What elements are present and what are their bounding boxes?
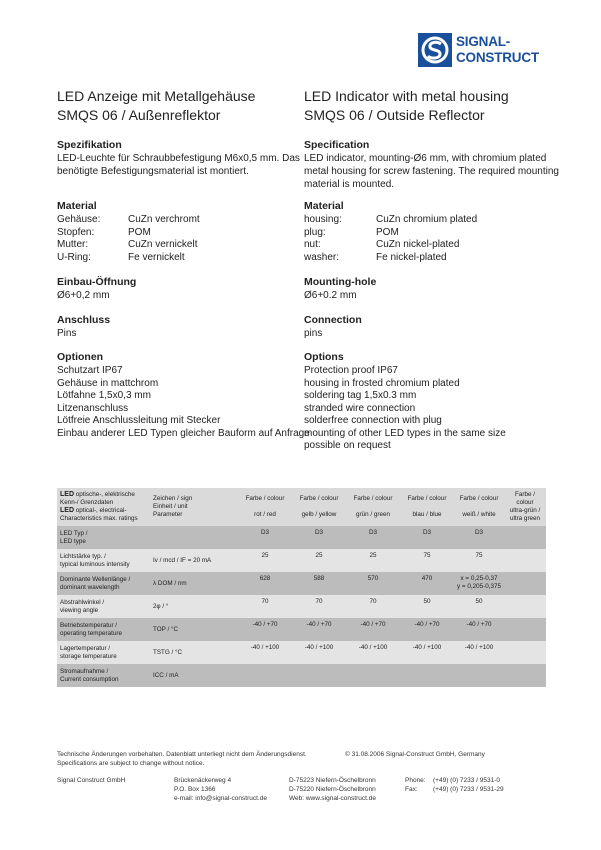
footer-fax-label: Fax: — [405, 786, 418, 793]
de-spec-line2: benötigte Befestigungsmaterial ist montiert. — [57, 166, 249, 177]
header-parameter: Zeichen / sign Einheit / unit Parameter — [150, 488, 238, 526]
header-colour-ultra-green: Farbe / colour ultra-grün / ultra green — [504, 488, 546, 526]
row-value: 75 — [400, 549, 454, 572]
de-option-item: Litzenanschluss — [57, 402, 129, 414]
row-label: Betriebstemperatur / operating temperature — [57, 618, 150, 641]
row-value: -40 / +100 — [454, 641, 504, 664]
de-options-heading: Optionen — [57, 351, 104, 363]
row-value — [504, 595, 546, 618]
row-value: -40 / +70 — [346, 618, 400, 641]
footer-address-line: P.O. Box 1366 — [174, 786, 216, 793]
en-option-item: mounting of other LED types in the same size — [304, 427, 506, 439]
de-material-value: POM — [128, 226, 151, 238]
en-connection-value: pins — [304, 328, 323, 339]
de-option-item: Gehäuse in mattchrom — [57, 377, 159, 389]
logo-text-line2: CONSTRUCT — [456, 50, 539, 65]
footer-city-line: D-75220 Niefern-Öschelbronn — [289, 786, 376, 793]
row-label: LED Typ / LED type — [57, 526, 150, 549]
row-value: 70 — [238, 595, 292, 618]
row-parameter: TOP / °C — [150, 618, 238, 641]
de-connection-heading: Anschluss — [57, 314, 111, 326]
row-value — [238, 664, 292, 687]
characteristics-table — [57, 488, 546, 687]
row-value — [400, 664, 454, 687]
row-value: -40 / +70 — [454, 618, 504, 641]
footer-phone-label: Phone: — [405, 777, 426, 784]
de-hole-value: Ø6+0,2 mm — [57, 290, 110, 301]
row-value — [504, 572, 546, 595]
table-row — [57, 526, 546, 549]
footer-note-de: Technische Änderungen vorbehalten. Datenblatt unterliegt nicht dem Änderungsdienst. — [57, 751, 307, 758]
en-option-item: possible on request — [304, 440, 391, 451]
row-value: -40 / +100 — [400, 641, 454, 664]
de-material-value: Fe vernickelt — [128, 251, 185, 263]
row-value: 588 — [292, 572, 346, 595]
footer-note-en: Specifications are subject to change without notice. — [57, 760, 205, 767]
header-characteristics: LED optische-, elektrische Kenn-/ Grenzdaten LED optical-, electrical- Characteristics max. ratings — [57, 488, 150, 526]
en-spec-line1: LED indicator, mounting-Ø6 mm, with chromium plated — [304, 153, 547, 164]
en-spec-heading: Specification — [304, 139, 370, 151]
en-connection-heading: Connection — [304, 314, 362, 326]
header-colour-green: Farbe / colour grün / green — [346, 488, 400, 526]
row-value: 50 — [454, 595, 504, 618]
table-row — [57, 618, 546, 641]
table-header-row — [57, 488, 546, 526]
logo-text-line1: SIGNAL- — [456, 34, 511, 49]
row-value: x = 0,25-0,37 y = 0,205-0,375 — [454, 572, 504, 595]
en-material-list — [304, 213, 544, 265]
row-value: 70 — [292, 595, 346, 618]
de-hole-heading: Einbau-Öffnung — [57, 276, 137, 288]
footer-city-line: D-75223 Niefern-Öschelbronn — [289, 777, 376, 784]
row-value: 25 — [346, 549, 400, 572]
en-hole-heading: Mounting-hole — [304, 276, 377, 288]
footer-copyright: © 31.08.2006 Signal-Construct GmbH, Germany — [345, 751, 485, 758]
footer-web[interactable]: Web: www.signal-construct.de — [289, 795, 376, 802]
row-value: 25 — [292, 549, 346, 572]
row-value: -40 / +70 — [400, 618, 454, 641]
de-material-key: Stopfen: — [57, 226, 95, 238]
row-value — [504, 526, 546, 549]
table-row — [57, 641, 546, 664]
en-title-line1: LED Indicator with metal housing — [304, 88, 509, 104]
en-material-value: Fe nickel-plated — [376, 251, 447, 263]
de-option-item: Schutzart IP67 — [57, 365, 123, 376]
de-title-line1: LED Anzeige mit Metallgehäuse — [57, 88, 256, 104]
de-material-key: Mutter: — [57, 239, 89, 250]
de-spec-heading: Spezifikation — [57, 139, 122, 151]
row-value — [454, 664, 504, 687]
en-option-item: Protection proof IP67 — [304, 365, 398, 376]
de-option-item: Lötfahne 1,5x0,3 mm — [57, 390, 151, 401]
row-value: 628 — [238, 572, 292, 595]
header-colour-red: Farbe / colour rot / red — [238, 488, 292, 526]
footer-email[interactable]: e-mail: info@signal-construct.de — [174, 795, 267, 802]
table-row — [57, 549, 546, 572]
row-value: D3 — [454, 526, 504, 549]
de-material-heading: Material — [57, 200, 97, 212]
row-parameter: 2φ / ° — [150, 595, 238, 618]
row-value: -40 / +100 — [292, 641, 346, 664]
row-parameter: Iv / mcd / IF = 20 mA — [150, 549, 238, 572]
row-value: -40 / +70 — [238, 618, 292, 641]
row-value — [346, 664, 400, 687]
header-colour-white: Farbe / colour weiß / white — [454, 488, 504, 526]
row-label: Abstrahlwinkel / viewing angle — [57, 595, 150, 618]
de-material-value: CuZn vernickelt — [128, 239, 198, 250]
row-value: 470 — [400, 572, 454, 595]
en-options-heading: Options — [304, 351, 344, 363]
row-label: Lagertemperatur / storage temperature — [57, 641, 150, 664]
en-option-item: stranded wire connection — [304, 402, 416, 414]
de-spec-line1: LED-Leuchte für Schraubbefestigung M6x0,5 mm. Das — [57, 153, 300, 164]
row-parameter: ICC / mA — [150, 664, 238, 687]
footer-company: Signal Construct GmbH — [57, 777, 126, 784]
row-value — [504, 664, 546, 687]
row-label: Stromaufnahme / Current consumption — [57, 664, 150, 687]
row-value — [504, 549, 546, 572]
company-logo — [418, 33, 550, 67]
row-parameter — [150, 526, 238, 549]
en-title-line2: SMQS 06 / Outside Reflector — [304, 107, 485, 123]
de-material-key: U-Ring: — [57, 251, 91, 263]
de-title-line2: SMQS 06 / Außenreflektor — [57, 107, 221, 123]
row-parameter: λ DOM / nm — [150, 572, 238, 595]
en-material-key: washer: — [304, 251, 340, 263]
de-material-key: Gehäuse: — [57, 214, 101, 225]
en-spec-line2: metal housing for screw fastening. The required mounting — [304, 166, 559, 177]
footer-phone: (+49) (0) 7233 / 9531-0 — [433, 777, 501, 784]
table-row — [57, 664, 546, 687]
en-material-value: CuZn chromium plated — [376, 214, 478, 225]
en-spec-line3: material is mounted. — [304, 179, 395, 190]
en-material-heading: Material — [304, 200, 344, 212]
footer-fax: (+49) (0) 7233 / 9531-29 — [433, 786, 504, 793]
row-value — [292, 664, 346, 687]
row-parameter: TSTG / °C — [150, 641, 238, 664]
de-connection-value: Pins — [57, 328, 77, 339]
de-material-list — [57, 213, 287, 265]
row-value: -40 / +70 — [292, 618, 346, 641]
header-colour-yellow: Farbe / colour gelb / yellow — [292, 488, 346, 526]
en-option-item: soldering tag 1,5x0.3 mm — [304, 390, 417, 401]
row-value: 570 — [346, 572, 400, 595]
de-option-item: Lötfreie Anschlussleitung mit Stecker — [57, 415, 221, 426]
en-option-item: housing in frosted chromium plated — [304, 377, 460, 389]
row-label: Lichtstärke typ. / typical luminous intensity — [57, 549, 150, 572]
row-value: D3 — [400, 526, 454, 549]
row-value — [504, 641, 546, 664]
row-value: 70 — [346, 595, 400, 618]
footer-address-line: Brückenäckerweg 4 — [174, 777, 232, 784]
row-value: 75 — [454, 549, 504, 572]
en-material-value: POM — [376, 226, 399, 238]
en-option-item: solderfree connection with plug — [304, 415, 442, 426]
de-material-value: CuZn verchromt — [128, 214, 200, 225]
row-value: D3 — [346, 526, 400, 549]
header-colour-blue: Farbe / colour blau / blue — [400, 488, 454, 526]
row-value: D3 — [292, 526, 346, 549]
en-material-value: CuZn nickel-plated — [376, 239, 460, 250]
row-value: D3 — [238, 526, 292, 549]
en-material-key: housing: — [304, 214, 342, 225]
en-hole-value: Ø6+0.2 mm — [304, 290, 357, 301]
en-material-key: plug: — [304, 226, 326, 238]
row-value: 50 — [400, 595, 454, 618]
row-value: 25 — [238, 549, 292, 572]
signal-construct-logo-icon — [418, 33, 452, 67]
table-row — [57, 595, 546, 618]
row-value — [504, 618, 546, 641]
row-value: -40 / +100 — [346, 641, 400, 664]
de-option-item: Einbau anderer LED Typen gleicher Bauform auf Anfrage — [57, 427, 310, 439]
row-label: Dominante Wellenlänge / dominant wavelength — [57, 572, 150, 595]
en-material-key: nut: — [304, 239, 321, 250]
row-value: -40 / +100 — [238, 641, 292, 664]
table-row — [57, 572, 546, 595]
